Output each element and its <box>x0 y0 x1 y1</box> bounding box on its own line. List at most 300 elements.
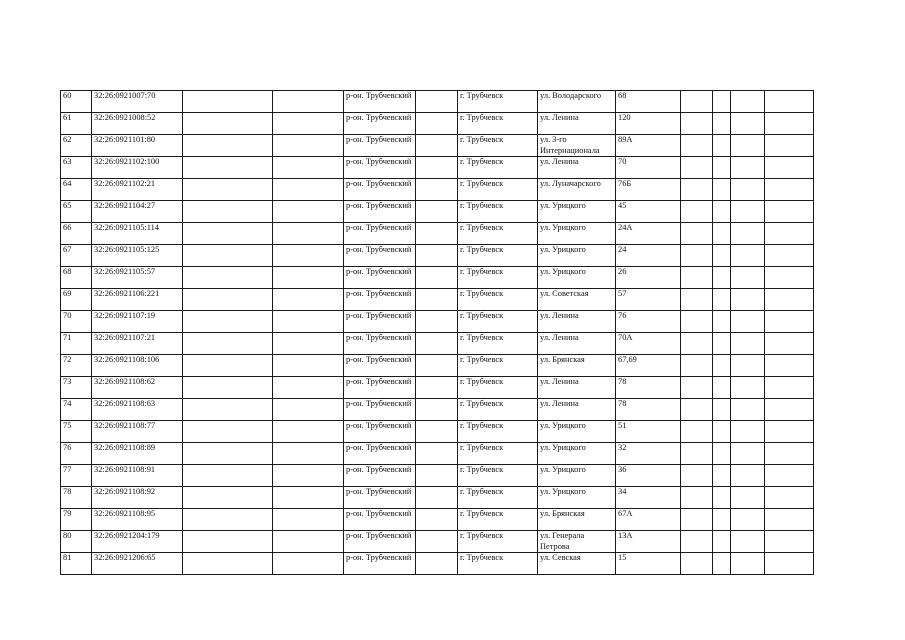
row-number-cell: 68 <box>61 267 92 289</box>
empty-cell <box>681 245 713 267</box>
empty-cell <box>713 245 731 267</box>
city-cell: г. Трубчевск <box>458 113 538 135</box>
empty-cell <box>681 443 713 465</box>
cadastral-number-cell: 32:26:0921108:95 <box>92 509 183 531</box>
empty-cell <box>183 267 273 289</box>
empty-cell <box>765 465 814 487</box>
cadastral-number-cell: 32:26:0921106:221 <box>92 289 183 311</box>
empty-cell <box>713 135 731 157</box>
empty-cell <box>273 355 344 377</box>
empty-cell <box>713 311 731 333</box>
cadastral-number-cell: 32:26:0921008:52 <box>92 113 183 135</box>
empty-cell <box>416 487 458 509</box>
empty-cell <box>731 355 765 377</box>
empty-cell <box>183 245 273 267</box>
empty-cell <box>731 135 765 157</box>
empty-cell <box>681 289 713 311</box>
house-number-cell: 36 <box>616 465 681 487</box>
empty-cell <box>681 553 713 575</box>
empty-cell <box>681 179 713 201</box>
empty-cell <box>713 201 731 223</box>
cadastral-number-cell: 32:26:0921108:92 <box>92 487 183 509</box>
empty-cell <box>713 113 731 135</box>
street-cell: ул. Ленина <box>538 311 616 333</box>
street-cell: ул. Урицкого <box>538 201 616 223</box>
house-number-cell: 45 <box>616 201 681 223</box>
empty-cell <box>731 377 765 399</box>
house-number-cell: 70А <box>616 333 681 355</box>
empty-cell <box>183 311 273 333</box>
empty-cell <box>273 311 344 333</box>
cadastral-number-cell: 32:26:0921108:62 <box>92 377 183 399</box>
empty-cell <box>273 289 344 311</box>
district-cell: р-он. Трубчевский <box>344 245 416 267</box>
city-cell: г. Трубчевск <box>458 135 538 157</box>
empty-cell <box>681 487 713 509</box>
house-number-cell: 15 <box>616 553 681 575</box>
row-number-cell: 65 <box>61 201 92 223</box>
empty-cell <box>731 553 765 575</box>
empty-cell <box>713 333 731 355</box>
city-cell: г. Трубчевск <box>458 267 538 289</box>
empty-cell <box>273 465 344 487</box>
empty-cell <box>713 267 731 289</box>
empty-cell <box>731 399 765 421</box>
table-row <box>61 465 814 487</box>
district-cell: р-он. Трубчевский <box>344 91 416 113</box>
house-number-cell: 24 <box>616 245 681 267</box>
empty-cell <box>731 333 765 355</box>
empty-cell <box>681 355 713 377</box>
row-number-cell: 67 <box>61 245 92 267</box>
empty-cell <box>681 223 713 245</box>
street-cell: ул. Брянская <box>538 355 616 377</box>
house-number-cell: 67,69 <box>616 355 681 377</box>
empty-cell <box>273 443 344 465</box>
cadastral-number-cell: 32:26:0921102:100 <box>92 157 183 179</box>
row-number-cell: 80 <box>61 531 92 553</box>
empty-cell <box>713 289 731 311</box>
table-row <box>61 201 814 223</box>
street-cell: ул. Луначарского <box>538 179 616 201</box>
empty-cell <box>273 113 344 135</box>
city-cell: г. Трубчевск <box>458 399 538 421</box>
cadastral-number-cell: 32:26:0921007:70 <box>92 91 183 113</box>
empty-cell <box>731 421 765 443</box>
empty-cell <box>681 377 713 399</box>
empty-cell <box>713 553 731 575</box>
city-cell: г. Трубчевск <box>458 179 538 201</box>
cadastral-number-cell: 32:26:0921104:27 <box>92 201 183 223</box>
empty-cell <box>273 223 344 245</box>
empty-cell <box>681 465 713 487</box>
empty-cell <box>183 377 273 399</box>
empty-cell <box>273 157 344 179</box>
table-row <box>61 245 814 267</box>
property-registry-table <box>60 90 814 575</box>
empty-cell <box>183 333 273 355</box>
empty-cell <box>713 487 731 509</box>
table-row <box>61 135 814 157</box>
empty-cell <box>765 113 814 135</box>
street-cell: ул. Урицкого <box>538 443 616 465</box>
house-number-cell: 89А <box>616 135 681 157</box>
cadastral-number-cell: 32:26:0921108:77 <box>92 421 183 443</box>
empty-cell <box>765 509 814 531</box>
empty-cell <box>765 91 814 113</box>
empty-cell <box>731 113 765 135</box>
empty-cell <box>713 179 731 201</box>
empty-cell <box>713 355 731 377</box>
district-cell: р-он. Трубчевский <box>344 113 416 135</box>
empty-cell <box>183 421 273 443</box>
empty-cell <box>765 135 814 157</box>
table-row <box>61 553 814 575</box>
street-cell: ул. 3-го Интернационала <box>538 135 616 157</box>
district-cell: р-он. Трубчевский <box>344 531 416 553</box>
table-row <box>61 267 814 289</box>
row-number-cell: 76 <box>61 443 92 465</box>
empty-cell <box>713 509 731 531</box>
row-number-cell: 69 <box>61 289 92 311</box>
city-cell: г. Трубчевск <box>458 289 538 311</box>
table-row <box>61 355 814 377</box>
cadastral-number-cell: 32:26:0921204:179 <box>92 531 183 553</box>
street-cell: ул. Ленина <box>538 399 616 421</box>
street-cell: ул. Ленина <box>538 377 616 399</box>
empty-cell <box>713 157 731 179</box>
empty-cell <box>183 113 273 135</box>
empty-cell <box>416 399 458 421</box>
district-cell: р-он. Трубчевский <box>344 355 416 377</box>
empty-cell <box>681 135 713 157</box>
table-row <box>61 289 814 311</box>
empty-cell <box>273 509 344 531</box>
empty-cell <box>183 157 273 179</box>
empty-cell <box>765 157 814 179</box>
street-cell: ул. Ленина <box>538 333 616 355</box>
empty-cell <box>731 223 765 245</box>
cadastral-number-cell: 32:26:0921206:65 <box>92 553 183 575</box>
empty-cell <box>681 157 713 179</box>
empty-cell <box>273 179 344 201</box>
table-row <box>61 531 814 553</box>
empty-cell <box>416 201 458 223</box>
empty-cell <box>765 487 814 509</box>
table-row <box>61 377 814 399</box>
row-number-cell: 73 <box>61 377 92 399</box>
empty-cell <box>765 531 814 553</box>
empty-cell <box>681 113 713 135</box>
district-cell: р-он. Трубчевский <box>344 465 416 487</box>
empty-cell <box>731 289 765 311</box>
empty-cell <box>731 531 765 553</box>
empty-cell <box>765 443 814 465</box>
empty-cell <box>681 531 713 553</box>
empty-cell <box>183 487 273 509</box>
empty-cell <box>731 91 765 113</box>
district-cell: р-он. Трубчевский <box>344 553 416 575</box>
empty-cell <box>183 443 273 465</box>
row-number-cell: 72 <box>61 355 92 377</box>
empty-cell <box>713 531 731 553</box>
street-cell: ул. Урицкого <box>538 421 616 443</box>
empty-cell <box>765 399 814 421</box>
empty-cell <box>273 377 344 399</box>
district-cell: р-он. Трубчевский <box>344 443 416 465</box>
house-number-cell: 24А <box>616 223 681 245</box>
empty-cell <box>416 113 458 135</box>
district-cell: р-он. Трубчевский <box>344 135 416 157</box>
district-cell: р-он. Трубчевский <box>344 399 416 421</box>
cadastral-number-cell: 32:26:0921105:125 <box>92 245 183 267</box>
empty-cell <box>416 465 458 487</box>
cadastral-number-cell: 32:26:0921105:57 <box>92 267 183 289</box>
cadastral-number-cell: 32:26:0921105:114 <box>92 223 183 245</box>
table-row <box>61 157 814 179</box>
empty-cell <box>713 399 731 421</box>
empty-cell <box>731 201 765 223</box>
empty-cell <box>183 201 273 223</box>
empty-cell <box>681 91 713 113</box>
empty-cell <box>681 333 713 355</box>
empty-cell <box>183 91 273 113</box>
house-number-cell: 76 <box>616 311 681 333</box>
empty-cell <box>765 377 814 399</box>
empty-cell <box>731 487 765 509</box>
empty-cell <box>713 223 731 245</box>
empty-cell <box>681 201 713 223</box>
empty-cell <box>183 179 273 201</box>
empty-cell <box>765 355 814 377</box>
district-cell: р-он. Трубчевский <box>344 289 416 311</box>
empty-cell <box>681 421 713 443</box>
district-cell: р-он. Трубчевский <box>344 487 416 509</box>
table-row <box>61 333 814 355</box>
row-number-cell: 60 <box>61 91 92 113</box>
city-cell: г. Трубчевск <box>458 487 538 509</box>
house-number-cell: 13А <box>616 531 681 553</box>
row-number-cell: 66 <box>61 223 92 245</box>
table-row <box>61 487 814 509</box>
empty-cell <box>416 179 458 201</box>
empty-cell <box>713 91 731 113</box>
district-cell: р-он. Трубчевский <box>344 179 416 201</box>
street-cell: ул. Урицкого <box>538 245 616 267</box>
cadastral-number-cell: 32:26:0921102:21 <box>92 179 183 201</box>
empty-cell <box>183 531 273 553</box>
empty-cell <box>183 135 273 157</box>
district-cell: р-он. Трубчевский <box>344 421 416 443</box>
city-cell: г. Трубчевск <box>458 553 538 575</box>
empty-cell <box>416 509 458 531</box>
street-cell: ул. Урицкого <box>538 267 616 289</box>
row-number-cell: 74 <box>61 399 92 421</box>
cadastral-number-cell: 32:26:0921107:19 <box>92 311 183 333</box>
empty-cell <box>765 311 814 333</box>
empty-cell <box>731 179 765 201</box>
house-number-cell: 68 <box>616 91 681 113</box>
house-number-cell: 76Б <box>616 179 681 201</box>
empty-cell <box>416 377 458 399</box>
empty-cell <box>273 421 344 443</box>
empty-cell <box>765 201 814 223</box>
table-row <box>61 113 814 135</box>
empty-cell <box>183 553 273 575</box>
street-cell: ул. Урицкого <box>538 223 616 245</box>
district-cell: р-он. Трубчевский <box>344 223 416 245</box>
empty-cell <box>765 333 814 355</box>
empty-cell <box>273 487 344 509</box>
city-cell: г. Трубчевск <box>458 465 538 487</box>
city-cell: г. Трубчевск <box>458 157 538 179</box>
empty-cell <box>273 201 344 223</box>
empty-cell <box>731 157 765 179</box>
district-cell: р-он. Трубчевский <box>344 509 416 531</box>
cadastral-number-cell: 32:26:0921108:89 <box>92 443 183 465</box>
house-number-cell: 120 <box>616 113 681 135</box>
row-number-cell: 63 <box>61 157 92 179</box>
row-number-cell: 78 <box>61 487 92 509</box>
cadastral-number-cell: 32:26:0921108:91 <box>92 465 183 487</box>
empty-cell <box>273 245 344 267</box>
table-row <box>61 223 814 245</box>
table-row <box>61 421 814 443</box>
empty-cell <box>183 399 273 421</box>
city-cell: г. Трубчевск <box>458 91 538 113</box>
empty-cell <box>183 289 273 311</box>
empty-cell <box>765 421 814 443</box>
cadastral-number-cell: 32:26:0921108:106 <box>92 355 183 377</box>
house-number-cell: 51 <box>616 421 681 443</box>
empty-cell <box>765 289 814 311</box>
empty-cell <box>765 179 814 201</box>
empty-cell <box>731 509 765 531</box>
street-cell: ул. Брянская <box>538 509 616 531</box>
empty-cell <box>765 223 814 245</box>
empty-cell <box>681 509 713 531</box>
empty-cell <box>416 289 458 311</box>
city-cell: г. Трубчевск <box>458 355 538 377</box>
empty-cell <box>681 399 713 421</box>
empty-cell <box>416 553 458 575</box>
row-number-cell: 62 <box>61 135 92 157</box>
row-number-cell: 75 <box>61 421 92 443</box>
city-cell: г. Трубчевск <box>458 201 538 223</box>
empty-cell <box>765 245 814 267</box>
table-row <box>61 179 814 201</box>
street-cell: ул. Севская <box>538 553 616 575</box>
house-number-cell: 67А <box>616 509 681 531</box>
street-cell: ул. Советская <box>538 289 616 311</box>
street-cell: ул. Урицкого <box>538 487 616 509</box>
empty-cell <box>416 245 458 267</box>
street-cell: ул. Урицкого <box>538 465 616 487</box>
city-cell: г. Трубчевск <box>458 245 538 267</box>
table-row <box>61 509 814 531</box>
empty-cell <box>273 399 344 421</box>
empty-cell <box>713 421 731 443</box>
row-number-cell: 81 <box>61 553 92 575</box>
empty-cell <box>731 311 765 333</box>
empty-cell <box>765 553 814 575</box>
district-cell: р-он. Трубчевский <box>344 201 416 223</box>
row-number-cell: 61 <box>61 113 92 135</box>
empty-cell <box>713 377 731 399</box>
empty-cell <box>273 135 344 157</box>
city-cell: г. Трубчевск <box>458 509 538 531</box>
row-number-cell: 77 <box>61 465 92 487</box>
empty-cell <box>681 267 713 289</box>
city-cell: г. Трубчевск <box>458 443 538 465</box>
empty-cell <box>273 531 344 553</box>
row-number-cell: 71 <box>61 333 92 355</box>
empty-cell <box>273 333 344 355</box>
empty-cell <box>183 465 273 487</box>
empty-cell <box>681 311 713 333</box>
empty-cell <box>183 509 273 531</box>
empty-cell <box>416 333 458 355</box>
house-number-cell: 70 <box>616 157 681 179</box>
empty-cell <box>713 465 731 487</box>
house-number-cell: 34 <box>616 487 681 509</box>
city-cell: г. Трубчевск <box>458 421 538 443</box>
empty-cell <box>416 267 458 289</box>
district-cell: р-он. Трубчевский <box>344 377 416 399</box>
house-number-cell: 32 <box>616 443 681 465</box>
street-cell: ул. Володарского <box>538 91 616 113</box>
empty-cell <box>416 355 458 377</box>
empty-cell <box>731 267 765 289</box>
empty-cell <box>416 443 458 465</box>
row-number-cell: 70 <box>61 311 92 333</box>
registry-table-body <box>61 91 814 575</box>
row-number-cell: 64 <box>61 179 92 201</box>
empty-cell <box>731 465 765 487</box>
empty-cell <box>416 135 458 157</box>
cadastral-number-cell: 32:26:0921107:21 <box>92 333 183 355</box>
cadastral-number-cell: 32:26:0921108:63 <box>92 399 183 421</box>
empty-cell <box>416 421 458 443</box>
city-cell: г. Трубчевск <box>458 311 538 333</box>
empty-cell <box>273 553 344 575</box>
house-number-cell: 57 <box>616 289 681 311</box>
empty-cell <box>183 355 273 377</box>
district-cell: р-он. Трубчевский <box>344 267 416 289</box>
district-cell: р-он. Трубчевский <box>344 311 416 333</box>
empty-cell <box>731 245 765 267</box>
empty-cell <box>416 223 458 245</box>
empty-cell <box>713 443 731 465</box>
cadastral-number-cell: 32:26:0921101:80 <box>92 135 183 157</box>
row-number-cell: 79 <box>61 509 92 531</box>
house-number-cell: 26 <box>616 267 681 289</box>
empty-cell <box>273 267 344 289</box>
empty-cell <box>765 267 814 289</box>
empty-cell <box>416 531 458 553</box>
table-row <box>61 443 814 465</box>
street-cell: ул. Ленина <box>538 113 616 135</box>
district-cell: р-он. Трубчевский <box>344 333 416 355</box>
house-number-cell: 78 <box>616 399 681 421</box>
house-number-cell: 78 <box>616 377 681 399</box>
street-cell: ул. Ленина <box>538 157 616 179</box>
district-cell: р-он. Трубчевский <box>344 157 416 179</box>
table-row <box>61 311 814 333</box>
empty-cell <box>416 91 458 113</box>
city-cell: г. Трубчевск <box>458 223 538 245</box>
empty-cell <box>416 311 458 333</box>
